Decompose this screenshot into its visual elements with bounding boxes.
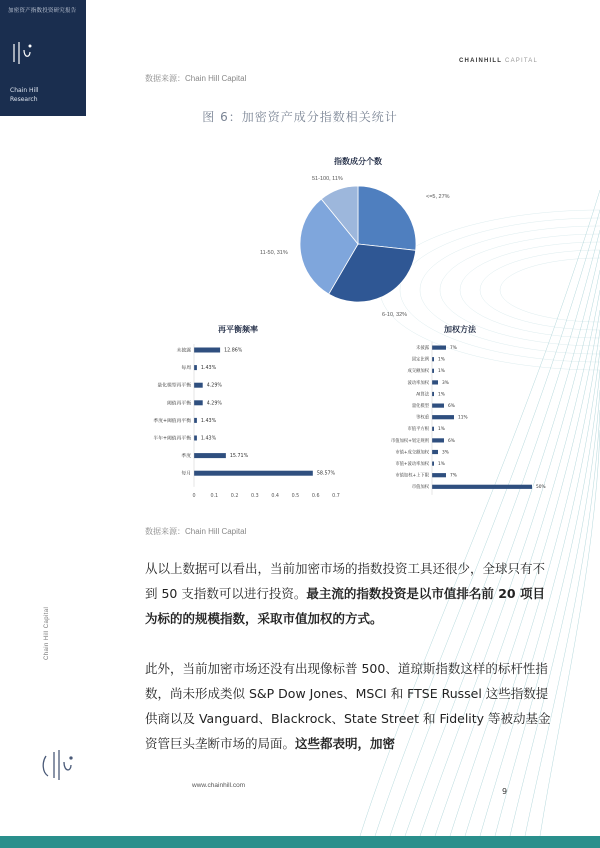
bar-value-label: 6%	[448, 404, 455, 409]
bar	[194, 400, 203, 405]
bar	[432, 462, 434, 466]
bar-value-label: 3%	[442, 450, 449, 456]
paragraph-2	[145, 656, 557, 756]
bar	[194, 383, 203, 388]
paragraph-1	[145, 556, 557, 631]
paragraph-1-text: 从以上数据可以看出，当前加密市场的指数投资工具还很少，全球只有不到 50 支指数可以进行投资。	[145, 561, 546, 601]
bar	[194, 418, 197, 423]
brand-sub: Research	[10, 96, 38, 103]
bar-value-label: 12.86%	[224, 348, 243, 354]
bar-value-label: 15.71%	[229, 454, 249, 460]
pie-slice-label: 51-100, 11%	[312, 176, 343, 182]
company-light: CAPITAL	[505, 58, 538, 64]
bar-value-label: 4.29%	[206, 383, 222, 389]
x-tick-label: 0.2	[230, 493, 239, 499]
data-source-top: 数据来源：Chain Hill Capital	[145, 74, 247, 83]
paragraph-2-bold: 这些都表明，加密	[295, 736, 396, 751]
bar-value-label: 58.57%	[316, 471, 336, 477]
bar-value-label: 1.43%	[200, 418, 217, 424]
bar-value-label: 11%	[458, 415, 468, 421]
x-tick-label: 0.5	[291, 493, 300, 499]
company-bold: CHAINHILL	[459, 58, 503, 64]
bar-category-label: 市值+成交额加权	[395, 450, 429, 456]
x-tick-label: 0.6	[311, 493, 320, 499]
bar	[432, 438, 444, 442]
pie-chart	[250, 168, 460, 318]
bar-category-label: 市值加权+划定规则	[391, 438, 429, 444]
bar	[194, 471, 313, 476]
bar	[432, 473, 446, 477]
bar-category-label: 等权重	[416, 415, 429, 421]
report-title: 加密资产指数投资研究报告	[8, 8, 77, 14]
bar-value-label: 6%	[448, 438, 455, 444]
bar-category-label: 市值+波动率加权	[395, 462, 429, 467]
bar	[432, 450, 438, 454]
x-tick-label: 0.1	[210, 493, 219, 499]
bar	[194, 453, 226, 458]
bar-category-label: 量化模型	[411, 404, 429, 409]
bar	[432, 415, 454, 419]
bar	[432, 380, 438, 384]
bar-value-label: 4.29%	[206, 401, 222, 407]
rebalance-bar-chart	[140, 340, 360, 502]
bar	[432, 404, 444, 408]
bar-category-label: 量化模型再平衡	[157, 383, 191, 389]
bar-category-label: 每月	[181, 471, 191, 477]
x-tick-label: 0.4	[271, 493, 279, 499]
bar-value-label: 1.43%	[200, 366, 217, 372]
data-source-bottom: 数据来源：Chain Hill Capital	[145, 527, 247, 536]
bar-value-label: 3%	[442, 380, 449, 386]
bar-category-label: 未披露	[416, 346, 429, 351]
x-tick-label: 0	[192, 493, 196, 499]
bar	[194, 436, 197, 441]
bar-category-label: 固定比例	[411, 357, 429, 363]
pie-chart-title: 指数成分个数	[334, 157, 382, 166]
brand-label	[10, 86, 39, 104]
figure-title: 图 6：加密资产成分指数相关统计	[202, 110, 398, 124]
bar-category-label: 半年+阈值再平衡	[153, 436, 191, 442]
pie-slice	[358, 186, 416, 250]
x-tick-label: 0.7	[332, 493, 340, 499]
pie-slice-label: 11-50, 31%	[260, 250, 288, 256]
paragraph-2-text: 此外，当前加密市场还没有出现像标普 500、道琼斯指数这样的标杆性指数，尚未形成类似 S&P Dow Jones、MSCI 和 FTSE Russel 这些指数提供商以及 Vanguard、Blackrock、State Street 和 Fidelity 等被动基金资管巨头垄断市场的局面。	[145, 661, 551, 751]
bar-value-label: 1.43%	[200, 436, 217, 442]
bar	[432, 427, 434, 431]
bar-category-label: 市值加权	[411, 485, 429, 491]
page-number: 9	[502, 787, 508, 796]
bar-value-label: 1%	[438, 392, 445, 398]
bar-category-label: 季度+阈值再平衡	[153, 418, 191, 424]
bar-category-label: AI算法	[416, 392, 429, 398]
bar-value-label: 1%	[438, 369, 445, 375]
paragraph-1-bold: 最主流的指数投资是以市值排名前 20 项目为标的的规模指数，采取市值加权的方式。	[145, 586, 545, 626]
bar	[432, 346, 446, 350]
bar-category-label: 成交额加权	[407, 369, 429, 375]
bottom-accent-bar	[0, 836, 600, 848]
bar-category-label: 每周	[181, 366, 191, 372]
vertical-brand-text: Chain Hill Capital	[44, 606, 50, 660]
rebalance-chart-title: 再平衡频率	[218, 325, 258, 334]
bar-value-label: 1%	[438, 357, 445, 363]
bar-category-label: 未披露	[176, 348, 191, 354]
bar-value-label: 7%	[450, 473, 457, 479]
bar	[432, 369, 434, 373]
header-brand-block	[0, 0, 86, 116]
bar	[432, 485, 532, 489]
bar-category-label: 市值加权+上下限	[395, 473, 429, 479]
bar-value-label: 1%	[438, 462, 445, 467]
bar-category-label: 波动率加权	[407, 380, 429, 386]
pie-slice-label: <=5, 27%	[426, 194, 450, 200]
brand-name: Chain Hill	[10, 87, 39, 94]
bar	[194, 365, 197, 370]
x-tick-label: 0.3	[251, 493, 259, 499]
bar-value-label: 1%	[438, 427, 445, 433]
bar	[432, 357, 434, 361]
chain-hill-logo-icon	[10, 40, 34, 66]
weighting-chart-title: 加权方法	[444, 325, 476, 334]
bar	[194, 348, 220, 353]
chain-hill-logo-bottom-icon	[40, 748, 76, 782]
bar-category-label: 市值平方根	[407, 427, 429, 433]
bar-category-label: 阈值再平衡	[167, 401, 191, 407]
pie-slice-label: 6-10, 32%	[382, 312, 408, 318]
bar-value-label: 7%	[450, 346, 457, 351]
bar-value-label: 50%	[536, 485, 546, 491]
company-wordmark	[459, 58, 538, 64]
bar	[432, 392, 434, 396]
bar-category-label: 季度	[181, 454, 191, 460]
footer-url: www.chainhill.com	[192, 782, 246, 789]
weighting-bar-chart	[360, 340, 560, 500]
